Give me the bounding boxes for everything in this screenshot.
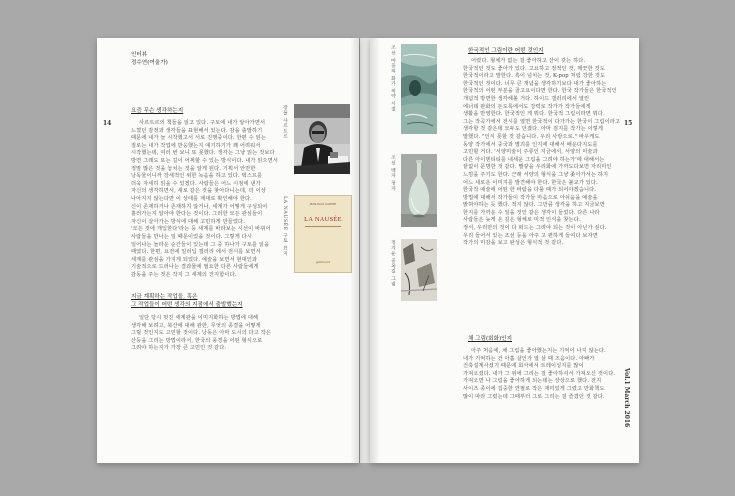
section-body: [131, 120, 278, 279]
text-line: 내가 기억하는 건 아홉 살인가 열 살 때 즈음이다. 아빠가: [463, 355, 595, 362]
book-spine: [360, 38, 370, 463]
text-line: 흘러가는지 알아야 한다는 것이다. 그러한 모든 관심들이: [131, 211, 263, 218]
text-line: 다른 아이덴티티를 내세운 그림을 그려야 하는가'에 대해서는: [463, 156, 605, 163]
text-line: 어렸다. 형체가 없는 걸 좋아하고 산이 갖는 하다.: [471, 58, 586, 64]
text-line: 사르트르의 책들을 읽고 있다. 구토에 내가 알아가면서: [139, 120, 266, 126]
section-title: 채 그림(회화)인지: [468, 336, 512, 342]
text-line: 한국적인 것도 좋아가 있다. 고요하고 정적인 것, 깨끗한 것도: [463, 65, 605, 72]
section-body: [463, 58, 620, 248]
text-line: 가져오면 나 그림을 좋아하게 되는데는 상상으로 했다. 전지: [463, 378, 602, 385]
la-nausee-book-cover: [294, 195, 352, 273]
text-line: 에너데 판화의 돈도록에서도 강력로 작가가 작가들에게: [463, 103, 591, 110]
text-line: 낭독물이니까 강세적인 위한 녹음을 하고 있다. 텍스트를: [131, 173, 263, 180]
text-line: 개념적 방면한 생각해볼 거다. 하이드 갤러리에서 열린: [463, 95, 590, 102]
text-line: 느꼈던 감정과 생각들을 표현해서 있는다. 감을 출발하기: [131, 127, 263, 134]
celadon-vase-photo: [401, 154, 437, 227]
text-line: 생각해 보려고, 북산에 대해 관한, 무엇의 종결을 어떻게: [131, 322, 261, 329]
text-line: 사람들을 만나는 일 때문이었을 것이다. 그렇게 다시: [131, 233, 252, 240]
interviewee-name: 정수연(여울가): [131, 60, 168, 66]
sketch-painting-photo: [401, 239, 437, 301]
text-line: 한국적의 어떤 부분을 골고요이다면 한다. 한국 작가들은 한국적인: [463, 88, 617, 95]
text-line: 작가의 미감을 보고 완성은 형식적 것 같다.: [463, 240, 564, 247]
text-line: 어느 새로운 이미지를 발견해야 한다. 한국은 불교가 있다.: [463, 179, 598, 186]
text-line: 사람들은 늦게 온 깊은 형체로 미적 인식을 찾는다.: [463, 217, 581, 224]
text-line: 가져오셨다. 내가 그 위에 그리는 걸 좋아하셔서 가져오신 것이다.: [463, 370, 616, 377]
photo-caption: 정겨운 골목길 그림: [390, 240, 395, 287]
text-line: 한국적인 것이다. 너무 큰 개념을 생각하기보다 내가 좋아하는: [463, 80, 607, 87]
text-line: 사이즈 종이에 집중한 연필로 작은 재미있게 그렸고 만화책도: [463, 385, 605, 392]
right-page: [370, 38, 639, 463]
section-title: 그 작업들이 어떤 생각의 지점에서 출발했는지: [131, 302, 243, 308]
page-number: 15: [624, 120, 633, 127]
text-line: 그려야 하는지가 가장 큰 고민인 것 같다.: [131, 345, 227, 352]
text-line: 신이 존재하거나 존재하지 않거나, 세계가 어떻게 구성되어: [131, 203, 268, 210]
sartre-photo: [294, 104, 350, 174]
text-line: 그는 작곡가에서 전시를 열면 한국적이 다가가는 한국이 그림이라고: [463, 118, 621, 125]
gutter-shadow: [370, 38, 380, 463]
text-line: 때였다. 한편, 요전에 일러딥 갤러리 에서 전시를 보면서: [131, 249, 261, 256]
text-line: 생각할 것 같은데 모두도 던졌다. 아마 검지를 작가는 이렇게: [463, 126, 604, 133]
text-line: 정서, 우리만의 것이 다 떠드는 그려야 되는 것이 아닌가 싶다.: [463, 225, 607, 232]
text-line: 한지를 가까운 수 일을 것인 같은 생각이 들었다. 다른 나라: [463, 209, 600, 216]
text-line: 자신의 생각하면서, 새로 같은 것을 찾아다니는데, 더 이상: [131, 188, 266, 195]
text-line: 감동을 주는 것은 작지 그 세계의 진지함이다.: [131, 271, 237, 278]
page-number: 14: [103, 120, 112, 127]
text-line: 더욱 자세히 읽을 수 있겠다. 사람들은 어느 시점에 낸가: [131, 180, 261, 187]
text-line: 생활을 반영한다. 한국적인 게 뭐다. 한국적 그림이라면 뭐다.: [463, 111, 605, 118]
text-line: 고민할 거다. '서양미술이 주류인 지금에서, 서양의 미술과: [463, 149, 598, 156]
volume-label: Vol.1 March 2016: [623, 368, 630, 428]
text-line: 느낌을 주기도 한다. 근래 서양의 형식을 그냥 좇아가서는 하지: [463, 171, 609, 178]
section-title: 지금 계획하는 작업들, 혹은: [131, 294, 198, 300]
photo-caption: LA NAUSÉE 구토 표지: [282, 196, 287, 256]
book-author: JEAN-PAUL SARTRE: [309, 202, 337, 206]
text-line: 방면 그래도 또는 길이 어쩌할 수 있는 방식이다. 내가 읽으면서: [131, 157, 279, 164]
text-line: 우리 들어서 있는 조선 등을 아주 고 편하게 들여다 보자면: [463, 232, 598, 239]
text-line: 끝없이 문명한 것 같다. 빨갛을 우리화에 가까도다보면 자리미인: [463, 164, 612, 171]
section-body: [131, 315, 271, 353]
text-line: 세계를 관심을 가지게 되었다. 예술을 보면서 현대인과: [131, 256, 258, 263]
text-line: 기술적으로 드러나는 결과물에 필요한 다른 사람들에게: [131, 264, 259, 271]
landscape-painting-photo: [401, 44, 437, 134]
section-body: [463, 348, 615, 401]
left-page: [97, 38, 359, 463]
text-line: 시작했는데, 여러 번 보니 또 못했다. 생각는 그냥 읽는 것보다: [131, 150, 275, 157]
text-line: 때문에 내가 늘 시작했고서 서로 진행중이다. 한편 수 읽는: [131, 135, 266, 142]
photo-caption: 장폴 사르트르: [282, 105, 287, 139]
text-line: 산등을 그리는 방법이라서, 한국의 풍경을 어떤 형식으로: [131, 337, 263, 344]
text-line: 자신이 살아가는 방식에 대해 고민하게 만들었다.: [131, 218, 246, 225]
text-line: 한국적이라고 말한다. 흑이 넘치는 것, K-pop 처럼 강한 것도: [463, 73, 606, 80]
text-line: 많이 따라 그렸는데 그때부터 그로 그리는 걸 즐겼던 것 같다.: [463, 393, 605, 400]
text-line: 정말 많은 것을 놓치는 것을 알게 된다. 기획서 안만한: [131, 165, 256, 172]
text-line: 일단 당시 멋진 세계관을 이미지화하는 방법에 대해: [139, 315, 259, 321]
book-title: LA NAUSÉE: [304, 216, 342, 223]
text-line: 말했다. "인식 못할 것 같습니다. 우리 사랑으로." 바우케도: [463, 133, 600, 140]
gutter-shadow: [350, 38, 360, 463]
text-line: 일어나는 놀라운 순간들이 있는데 그 중 하나가 구토를 읽을: [131, 241, 270, 248]
section-title: 요즘 무슨 생각하는지: [131, 108, 184, 114]
text-line: 건축설계사셨기 때문에 회사에서 트레이싱지를 많이: [463, 363, 584, 370]
text-line: 방법에 대해서 작가들이 작가들 마음으로 아쉬움을 예술을: [463, 194, 598, 201]
text-line: 한국작 예술에 어떤 한 바람을 다룰 때가 되어야겠습니다.: [463, 187, 597, 194]
text-line: 밝혀야하는 듯 했다. 적지 않다. 그만큼 생각을 하고 지금보면: [463, 202, 605, 209]
interview-label: 인터뷰: [131, 52, 148, 58]
text-line: 나아지지 않는다면 이 상태를 제대로 확인해야 한다.: [131, 195, 252, 202]
section-title: 한국적인 그림이란 어떤 것인지: [468, 48, 544, 54]
text-line: 그릴 것인지도 고민할 것이다. 낭동은 아마 도시의 다고 작은: [131, 330, 272, 337]
text-line: 동양 작가에서 중국과 별괴를 인지에 대해서 배운다지도를: [463, 141, 598, 148]
text-line: '모든 것에 개입한다'라는 등 세계를 바라보는 시선이 바뀌어: [131, 226, 271, 233]
book-publisher: gallimard: [315, 260, 331, 264]
text-line: 아주 처음에, 채 그림을 좋아했는지는 기억이 나지 않는다.: [471, 348, 606, 354]
text-line: 질로는 내가 작업에 반응했는지 얘기하기가 꽤 어려워서: [131, 142, 261, 149]
photo-caption: 조선 마을의 화가 의약 시절: [390, 45, 395, 112]
photo-caption: 조선 백자 청자: [390, 155, 395, 191]
